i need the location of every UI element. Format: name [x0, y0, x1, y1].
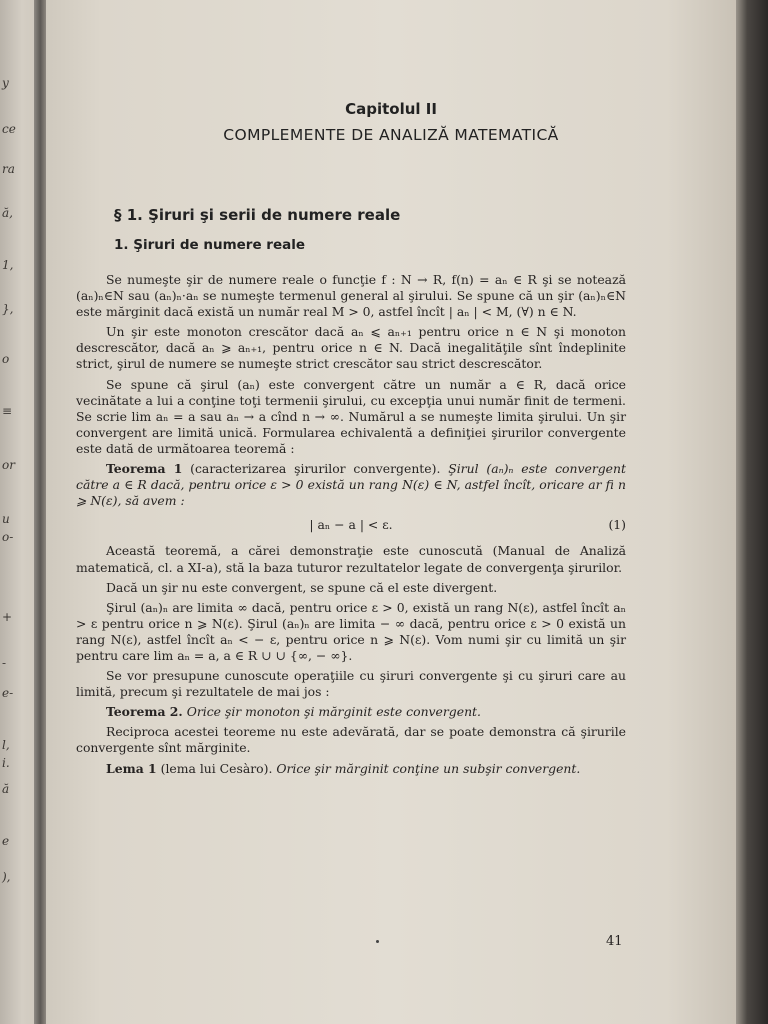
margin-char: o- — [2, 530, 14, 544]
margin-char: - — [2, 656, 7, 670]
margin-char: ce — [2, 122, 16, 136]
print-speck — [376, 940, 379, 943]
theorem-label: Teorema 1 — [106, 461, 183, 477]
margin-char: u — [2, 512, 10, 526]
theorem-statement: Şirul (aₙ)ₙ este convergent către a ∈ R dacă, pentru orice ε > 0 există un rang N(ε) ∈ N, astfel încît, oricare ar fi n ⩾ N(ε), să avem : — [76, 461, 626, 509]
page-edge-shadow — [736, 0, 768, 1024]
theorem-statement: Orice şir monoton şi mărginit este convergent. — [186, 704, 481, 720]
margin-char: e- — [2, 686, 14, 700]
theorem-note: (caracterizarea şirurilor convergente). — [190, 461, 441, 477]
margin-char: e — [2, 834, 10, 848]
lemma-1 — [76, 761, 626, 777]
margin-char: ), — [2, 870, 11, 884]
margin-char: }, — [2, 302, 14, 316]
margin-char: 1, — [2, 258, 14, 272]
paragraph: Se vor presupune cunoscute operaţiile cu şiruri convergente şi cu şiruri care au limită, precum şi rezultatele de mai jos : — [76, 668, 626, 700]
paragraph: Un şir este monoton crescător dacă aₙ ⩽ aₙ₊₁ pentru orice n ∈ N şi monoton descrescător, dacă aₙ ⩾ aₙ₊₁, pentru orice n ∈ N. Dacă inegalităţile sînt îndeplinite strict, şirul de numere se numeşte strict crescător sau strict descrescător. — [76, 324, 626, 372]
paragraph: Această teoremă, a cărei demonstraţie este cunoscută (Manual de Analiză matematică, cl. a XI-a), stă la baza tuturor rezultatelor legate de convergenţa şirurilor. — [76, 543, 626, 575]
margin-char: ă — [2, 782, 10, 796]
paragraph: Se spune că şirul (aₙ) este convergent către un număr a ∈ R, dacă orice vecinătate a lui a conţine toţi termenii şirului, cu excepţia unui număr finit de termeni. Se scrie lim aₙ = a sau aₙ → a cînd n → ∞. Numărul a se numeşte limita şirului. Un şir convergent are limită unică. Formularea echivalentă a definiţiei şirurilor convergente este dată de următoarea teoremă : — [76, 376, 626, 456]
margin-char: or — [2, 458, 15, 472]
equation-number: (1) — [608, 517, 626, 533]
margin-char: ≡ — [2, 404, 13, 418]
equation-1 — [76, 517, 626, 533]
page-number: 41 — [606, 934, 623, 949]
margin-char: y — [2, 76, 9, 90]
theorem-2 — [76, 704, 626, 720]
lemma-label: Lema 1 — [106, 760, 157, 776]
section-heading: § 1. Şiruri şi serii de numere reale — [114, 206, 401, 224]
paragraph: Dacă un şir nu este convergent, se spune că el este divergent. — [106, 579, 498, 595]
lemma-statement: Orice şir mărginit conţine un subşir convergent. — [276, 760, 581, 776]
equation-text: | aₙ − a | < ε. — [309, 517, 393, 533]
paragraph: Se numeşte şir de numere reale o funcţie f : N → R, f(n) = aₙ ∈ R şi se notează (aₙ)ₙ∈N sau (aₙ)ₙ·aₙ se numeşte termenul general al şirului. Se spune că un şir (aₙ)ₙ∈N este mărginit dacă există un număr real M > 0, astfel încît | aₙ | < M, (∀) n ∈ N. — [76, 272, 626, 320]
margin-char: ă, — [2, 206, 13, 220]
margin-char: o — [2, 352, 10, 366]
body-text — [76, 272, 626, 781]
theorem-1 — [76, 461, 626, 509]
margin-char: i. — [2, 756, 10, 770]
chapter-label: Capitolul II — [345, 100, 437, 118]
margin-char: l, — [2, 738, 10, 752]
margin-char: ra — [2, 162, 15, 176]
theorem-label: Teorema 2. — [106, 704, 183, 720]
subsection-heading: 1. Şiruri de numere reale — [114, 237, 306, 253]
margin-char: + — [2, 610, 13, 624]
lemma-note: (lema lui Cesàro). — [160, 760, 273, 776]
chapter-title: COMPLEMENTE DE ANALIZĂ MATEMATICĂ — [223, 126, 559, 144]
book-page — [46, 0, 736, 1024]
paragraph: Reciproca acestei teoreme nu este adevărată, dar se poate demonstra că şirurile convergente sînt mărginite. — [76, 724, 626, 756]
paragraph: Şirul (aₙ)ₙ are limita ∞ dacă, pentru orice ε > 0, există un rang N(ε), astfel încît aₙ > ε pentru orice n ⩾ N(ε). Şirul (aₙ)ₙ are limita − ∞ dacă, pentru orice ε > 0 există un rang N(ε), astfel încît aₙ < − ε, pentru orice n ⩾ N(ε). Vom numi şir cu limită un şir pentru care lim aₙ = a, a ∈ R ∪ ∪ {∞, − ∞}. — [76, 599, 626, 663]
